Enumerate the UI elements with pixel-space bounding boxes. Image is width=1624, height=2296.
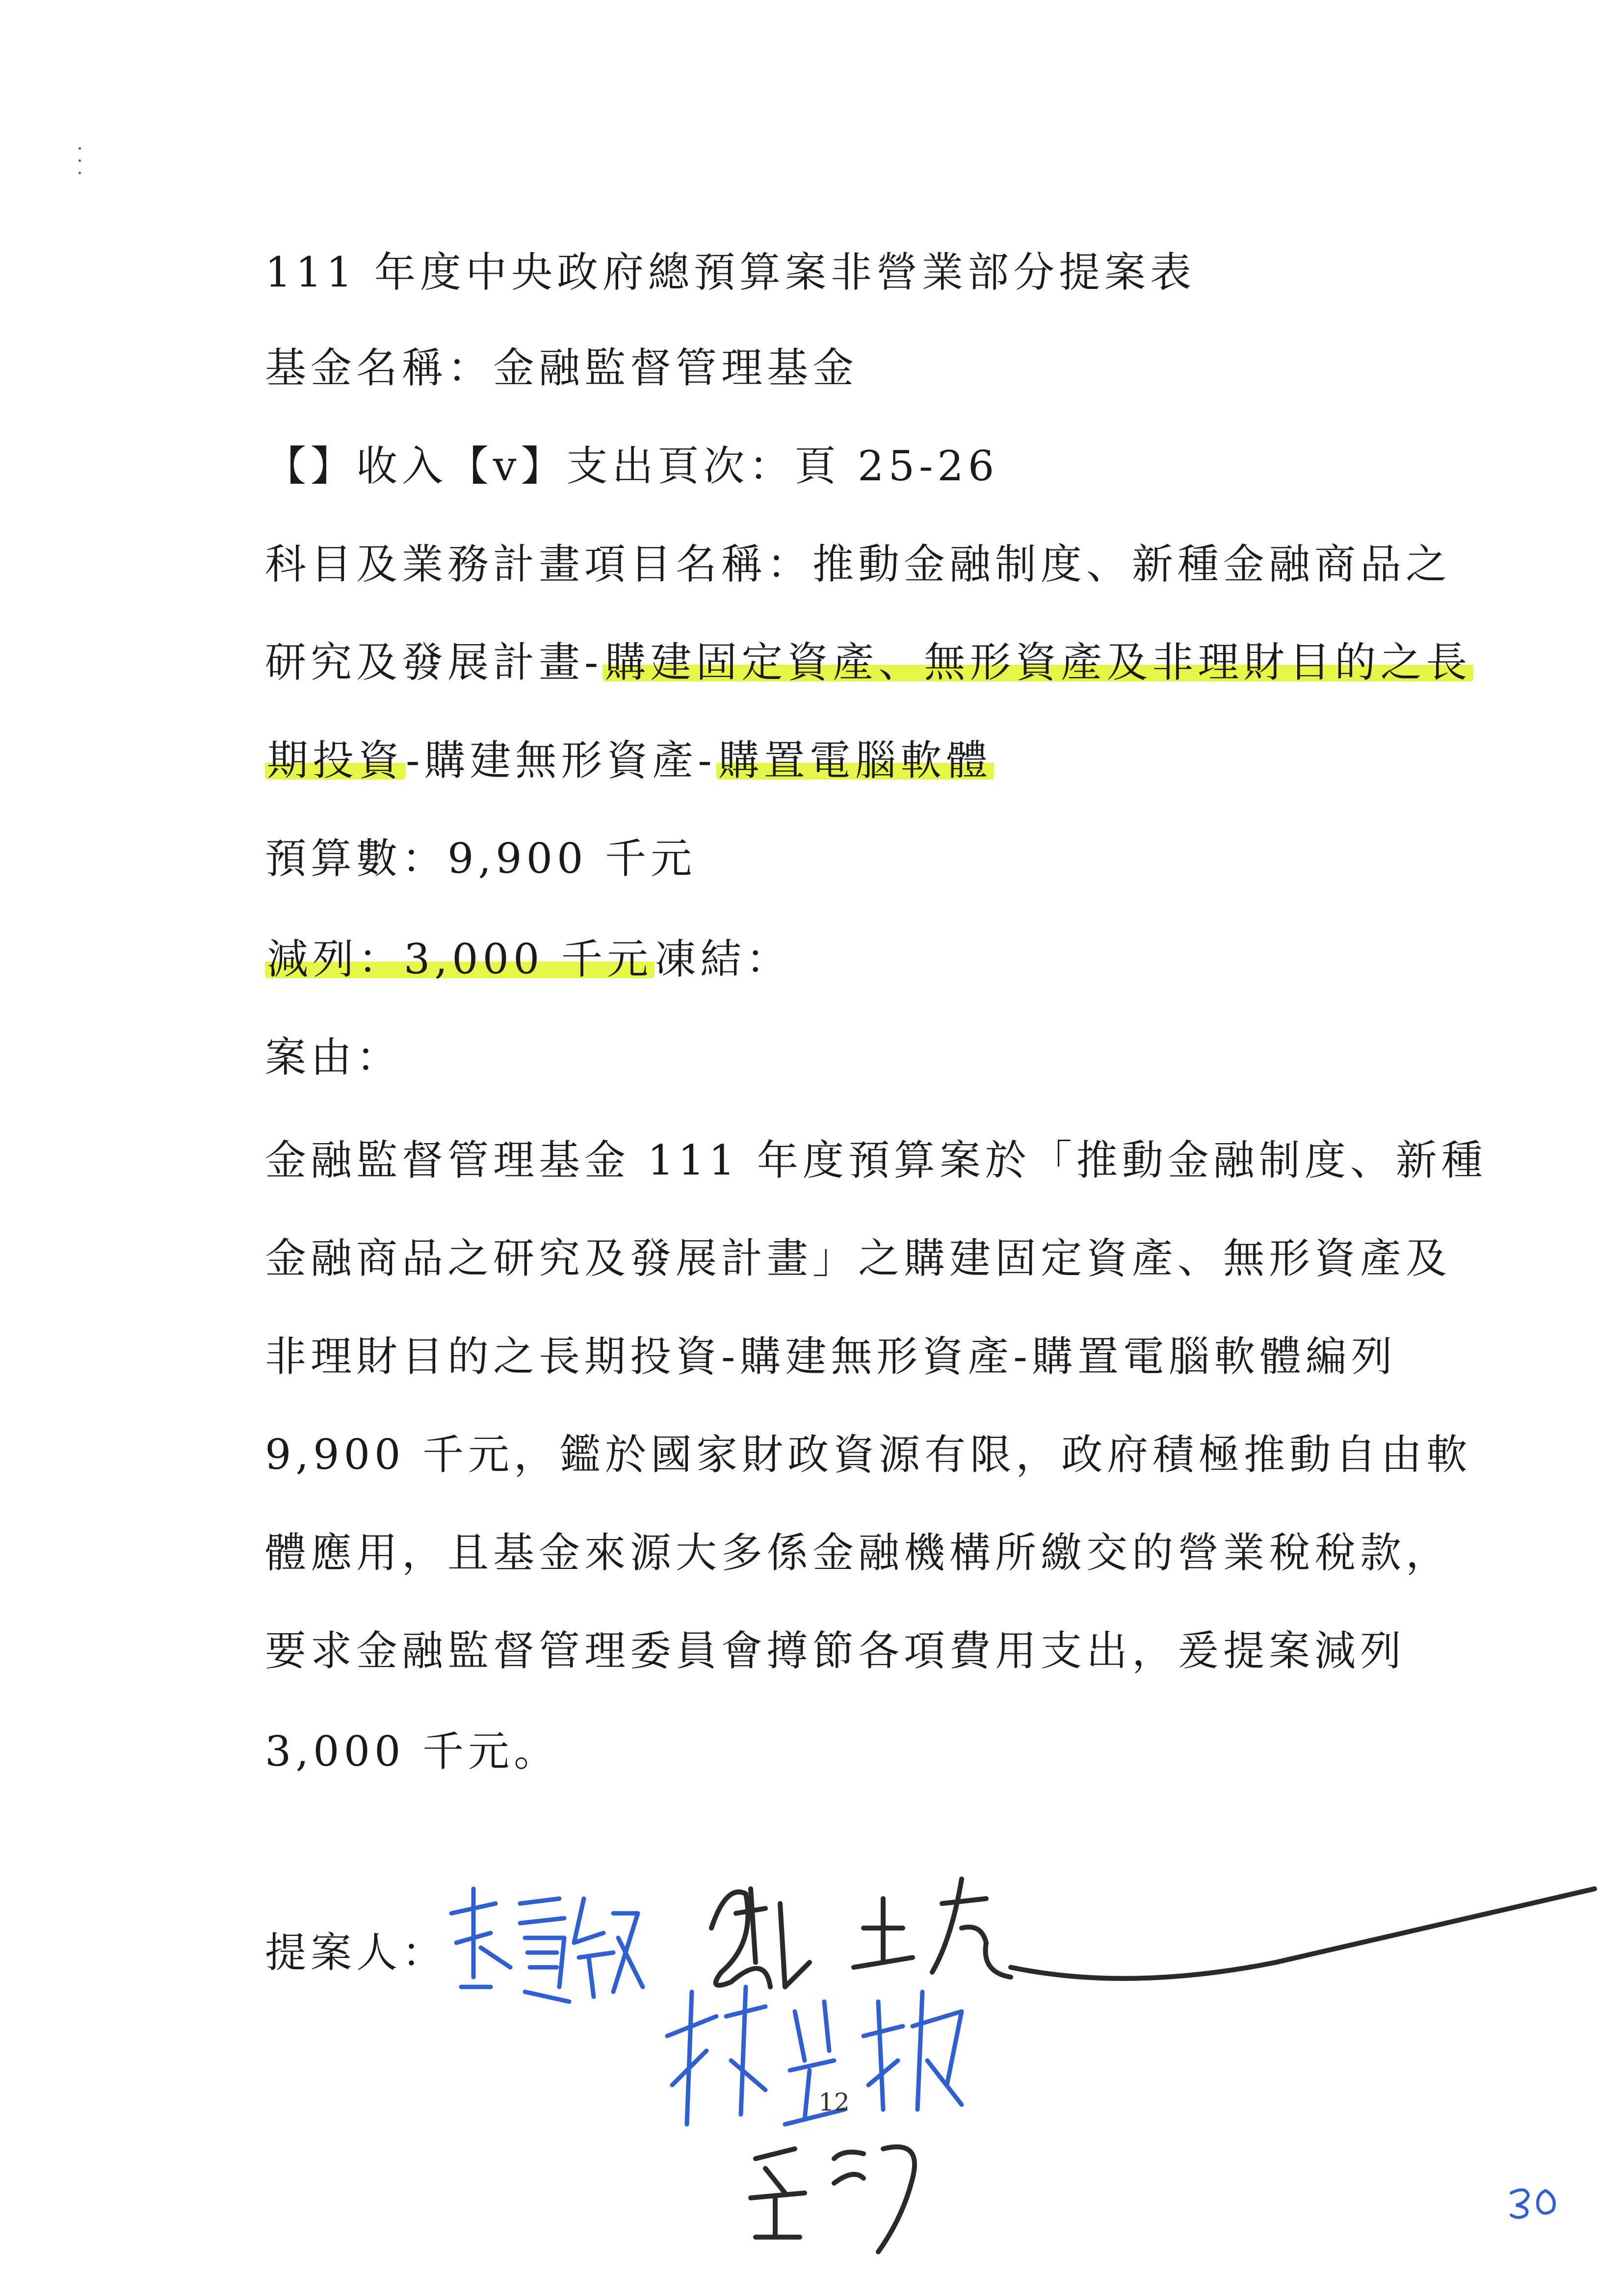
signature-blue-1: [451, 1889, 643, 2002]
highlighted-text: 減列：3,000 千元: [265, 935, 655, 983]
highlighted-text: 購建固定資產、無形資產及非理財目的之長: [602, 638, 1473, 686]
reason-line-3: 非理財目的之長期投資-購建無形資產-購置電腦軟體編列: [265, 1332, 1397, 1381]
type-line: 【】收入【v】支出頁次：頁 25-26: [265, 442, 999, 490]
reason-label: 案由：: [265, 1033, 402, 1081]
corner-mark-drawing: [1511, 2190, 1554, 2218]
reason-line-2: 金融商品之研究及發展計畫」之購建固定資產、無形資產及: [265, 1234, 1452, 1282]
freeze-label: 凍結：: [655, 935, 792, 983]
reason-line-7: 3,000 千元。: [265, 1727, 560, 1775]
highlighted-text: 期投資: [265, 736, 406, 784]
item-name-line-3-plain: -購建無形資產-: [406, 736, 716, 784]
budget-amount: 預算數：9,900 千元: [265, 835, 697, 883]
reason-line-4: 9,900 千元，鑑於國家財政資源有限，政府積極推動自由軟: [265, 1431, 1472, 1479]
item-name-line-2-plain: 研究及發展計畫-: [265, 638, 603, 686]
page-number: 12: [818, 2088, 850, 2116]
item-name-line-1: 科目及業務計畫項目名稱：推動金融制度、新種金融商品之: [265, 540, 1452, 588]
signature-black-1: [711, 1879, 1595, 1987]
proposer-label: 提案人：: [265, 1929, 448, 1977]
reason-line-1: 金融監督管理基金 111 年度預算案於「推動金融制度、新種: [265, 1136, 1487, 1184]
document-title: 111 年度中央政府總預算案非營業部分提案表: [265, 248, 1196, 296]
reason-line-6: 要求金融監督管理委員會撙節各項費用支出，爰提案減列: [265, 1627, 1406, 1675]
signature-black-2: [751, 2147, 915, 2252]
reason-line-5: 體應用，且基金來源大多係金融機構所繳交的營業稅稅款，: [265, 1529, 1452, 1577]
highlighted-text: 購置電腦軟體: [716, 736, 994, 784]
fund-name: 基金名稱：金融監督管理基金: [265, 344, 859, 392]
